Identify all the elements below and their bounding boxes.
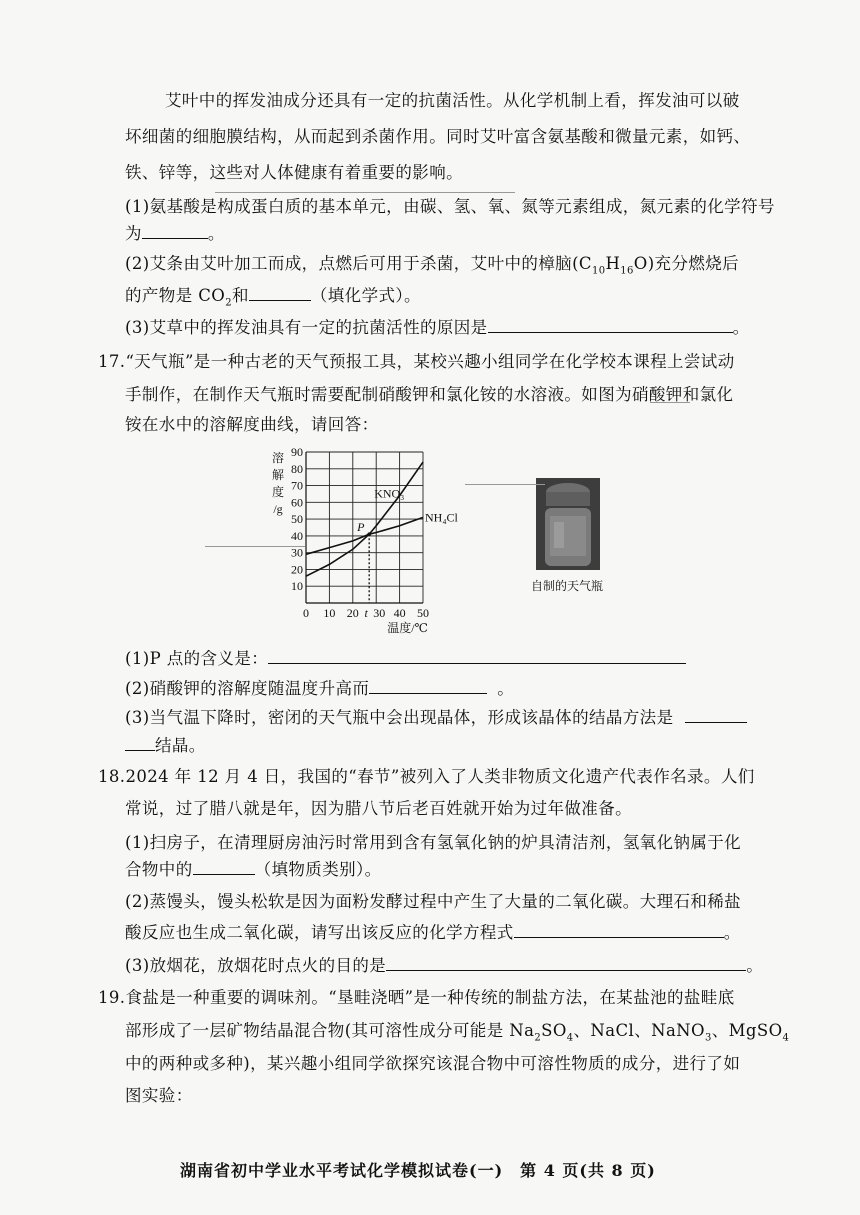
q19-stem-line4: 图实验：: [125, 1086, 193, 1105]
q17-part1: (1)P 点的含义是：: [125, 647, 686, 670]
y-tick-label: 60: [291, 495, 303, 510]
answer-blank[interactable]: [193, 858, 255, 875]
q19-stem-line2: 部形成了一层矿物结晶混合物(其可溶性成分可能是 $Na_2SO_4$、NaCl、NaNO$_3$、MgSO$_4$: [125, 1021, 790, 1044]
answer-blank[interactable]: [514, 921, 724, 938]
x-axis-label: 温度/℃: [387, 621, 428, 635]
solubility-chart: [270, 440, 470, 635]
page-footer: 湖南省初中学业水平考试化学模拟试卷(一) 第 4 页(共 8 页): [180, 1161, 656, 1180]
q18-stem-line2: 常说，过了腊八就是年，因为腊八节后老百姓就开始为过年做准备。: [125, 799, 632, 818]
q16-part1-line1: (1)氨基酸是构成蛋白质的基本单元，由碳、氢、氧、氮等元素组成，氮元素的化学符号: [125, 197, 775, 216]
series-label-nh4cl: NH₄Cl: [425, 510, 458, 525]
y-tick-label: 90: [291, 445, 303, 459]
q17-part3-line2: 结晶。: [125, 734, 206, 757]
x-tick-label: 20: [346, 606, 359, 620]
scan-mark: [465, 484, 545, 485]
y-tick-label: 70: [291, 478, 303, 493]
y-axis-label: 度: [271, 485, 285, 499]
q18-stem-line1: 18.2024 年 12 月 4 日，我国的“春节”被列入了人类非物质文化遗产代表作名录。人们: [98, 767, 755, 786]
q18-part2-line1: (2)蒸馒头，馒头松软是因为面粉发酵过程中产生了大量的二氧化碳。大理石和稀盐: [125, 892, 742, 911]
answer-blank[interactable]: [685, 706, 747, 723]
x-tick-label: t: [364, 606, 368, 620]
series-label-kno3: KNO₃: [374, 486, 405, 501]
scan-mark: [650, 402, 690, 403]
q17-stem-line2: 手制作，在制作天气瓶时需要配制硝酸钾和氯化铵的水溶液。如图为硝酸钾和氯化: [125, 385, 734, 404]
y-tick-label: 10: [291, 579, 303, 594]
q17-stem-line3: 铵在水中的溶解度曲线，请回答：: [125, 415, 379, 434]
q17-part2: (2)硝酸钾的溶解度随温度升高而 。: [125, 679, 515, 698]
y-tick-label: 30: [291, 545, 303, 560]
intersection-point: [367, 532, 371, 536]
q17-part3-line1: (3)当气温下降时，密闭的天气瓶中会出现晶体，形成该晶体的结晶方法是: [125, 706, 747, 729]
weather-bottle-photo: [536, 478, 600, 570]
y-tick-label: 50: [291, 512, 303, 527]
q16-part2-line2: 的产物是 $CO_2$和 （填化学式）。: [125, 286, 421, 309]
q19-stem-line1: 19.食盐是一种重要的调味剂。“垦畦浇晒”是一种传统的制盐方法，在某盐池的盐畦底: [98, 988, 735, 1007]
q18-part3: (3)放烟花，放烟花时点火的目的是 。: [125, 956, 764, 975]
q16-part3: (3)艾草中的挥发油具有一定的抗菌活性的原因是 。: [125, 318, 750, 337]
answer-blank[interactable]: [142, 222, 208, 239]
intro-line-3: 铁、锌等，这些对人体健康有着重要的影响。: [125, 163, 463, 182]
y-axis-label: 溶: [271, 451, 285, 465]
x-tick-label: 0: [303, 606, 309, 620]
x-tick-label: 50: [417, 606, 429, 620]
scan-mark: [205, 546, 305, 547]
x-tick-label: 10: [323, 606, 336, 620]
y-tick-label: 80: [291, 461, 303, 476]
q17-stem-line1: 17.“天气瓶”是一种古老的天气预报工具，某校兴趣小组同学在化学校本课程上尝试动: [98, 352, 735, 371]
intro-line-1: 艾叶中的挥发油成分还具有一定的抗菌活性。从化学机制上看，挥发油可以破: [165, 91, 740, 110]
y-axis-label: 解: [271, 468, 285, 482]
q18-part1-line2: 合物中的 （填物质类别）。: [125, 860, 382, 879]
x-tick-label: 30: [373, 606, 386, 620]
answer-blank[interactable]: [488, 316, 733, 333]
point-label-p: P: [357, 520, 365, 535]
scan-mark: [215, 192, 515, 193]
y-tick-label: 20: [291, 562, 303, 577]
x-tick-label: 40: [393, 606, 406, 620]
q16-part1-line2: 为 。: [125, 224, 225, 243]
q18-part1-line1: (1)扫房子，在清理厨房油污时常用到含有氢氧化钠的炉具清洁剂，氢氧化钠属于化: [125, 833, 742, 852]
intro-line-2: 坏细菌的细胞膜结构，从而起到杀菌作用。同时艾叶富含氨基酸和微量元素，如钙、: [125, 127, 751, 146]
y-axis-label: /g: [273, 502, 283, 516]
q19-stem-line3: 中的两种或多种)，某兴趣小组同学欲探究该混合物中可溶性物质的成分，进行了如: [125, 1054, 741, 1073]
photo-caption: 自制的天气瓶: [531, 579, 604, 593]
answer-blank[interactable]: [249, 284, 311, 301]
answer-blank[interactable]: [386, 954, 746, 971]
answer-blank[interactable]: [125, 734, 155, 751]
q18-part2-line2: 酸反应也生成二氧化碳，请写出该反应的化学方程式 。: [125, 923, 741, 942]
answer-blank[interactable]: [268, 647, 686, 664]
answer-blank[interactable]: [369, 677, 487, 694]
y-tick-label: 40: [291, 528, 303, 543]
q16-part2-line1: (2)艾条由艾叶加工而成，点燃后可用于杀菌，艾叶中的樟脑$(C_{10}H_{16}O)$充分燃烧后: [125, 254, 740, 277]
